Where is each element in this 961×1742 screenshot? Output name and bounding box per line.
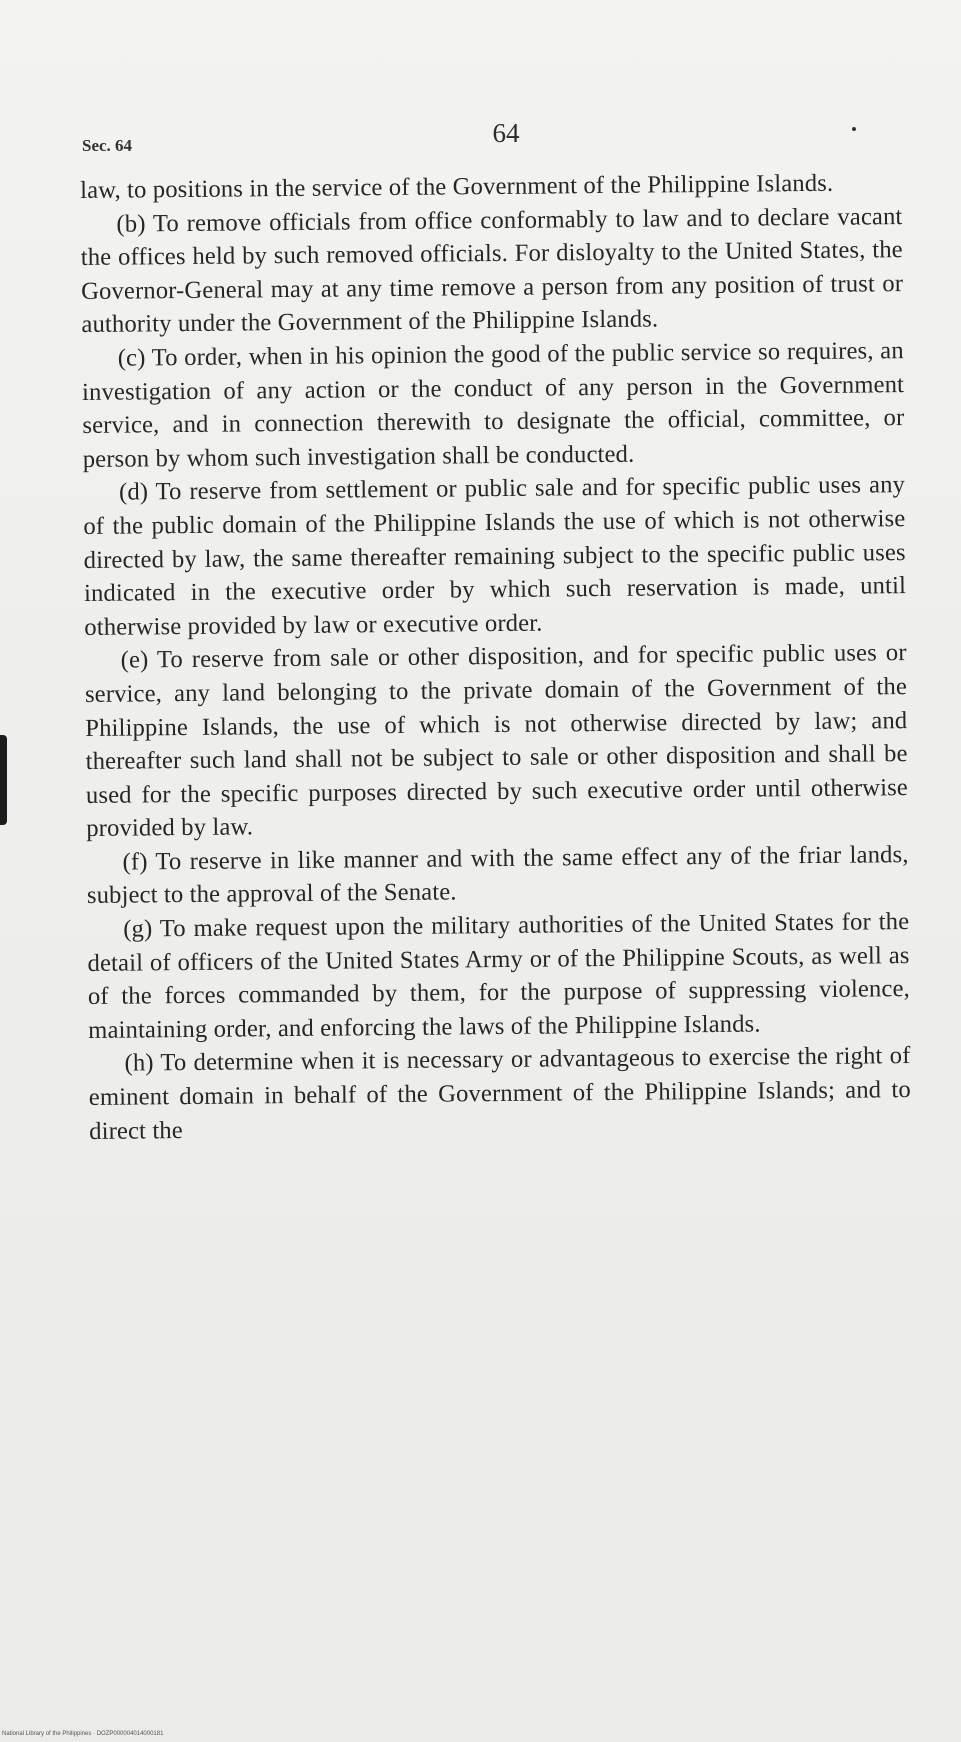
paragraph-c: (c) To order, when in his opinion the good of the public service so requires, an investigation of any action or the conduct of any person in the Government service, and in connection therewith to designate the official, committee, or person by whom such investigation shall be conducted. — [81, 337, 905, 473]
paragraph-e: (e) To reserve from sale or other disposition, and for specific public uses or service, any land belonging to the private domain of the Government of the Philippine Islands, the use of which is not otherwise directed by law; and thereafter such land shall not be subject to sale or other disposition and shall be used for the specific purposes directed by such executive order until otherwise provided by law. — [84, 639, 909, 843]
page-number: 64 — [492, 118, 520, 148]
page-header — [80, 118, 902, 158]
binding-edge-mark — [0, 735, 7, 825]
paragraph-d: (d) To reserve from settlement or public sale and for specific public uses any of the public domain of the Philippine Islands the use of which is not otherwise directed by law, the same thereafter remaining subject to the specific public uses indicated in the executive order by which such reservation is made, until otherwise provided by law or executive order. — [83, 471, 907, 641]
paragraph-b: (b) To remove officials from office conformably to law and to declare vacant the offices held by such removed officials. For disloyalty to the United States, the Governor-General may at any time remove a person from any position of trust or authority under the Government of the Philippine Islands. — [80, 202, 904, 339]
page-body — [80, 166, 911, 1148]
paragraph-g: (g) To make request upon the military authorities of the United States for the detail of officers of the United States Army or of the Philippine Scouts, as well as of the forces commanded by them, for the purpose of suppressing violence, maintaining order, and enforcing the laws of the Philippine Islands. — [87, 908, 910, 1044]
paragraph-continuation: law, to positions in the service of the Government of the Philippine Islands. — [80, 169, 834, 204]
paragraph-f: (f) To reserve in like manner and with the same effect any of the friar lands, subject to the approval of the Senate. — [86, 840, 909, 910]
paragraph-h: (h) To determine when it is necessary or advantageous to exercise the right of eminent domain in behalf of the Government of the Philippine Islands; and to direct the — [88, 1042, 911, 1145]
section-label: Sec. 64 — [82, 136, 133, 155]
scan-footer-caption: National Library of the Philippines · DOZP000004014000181 — [2, 1731, 164, 1737]
